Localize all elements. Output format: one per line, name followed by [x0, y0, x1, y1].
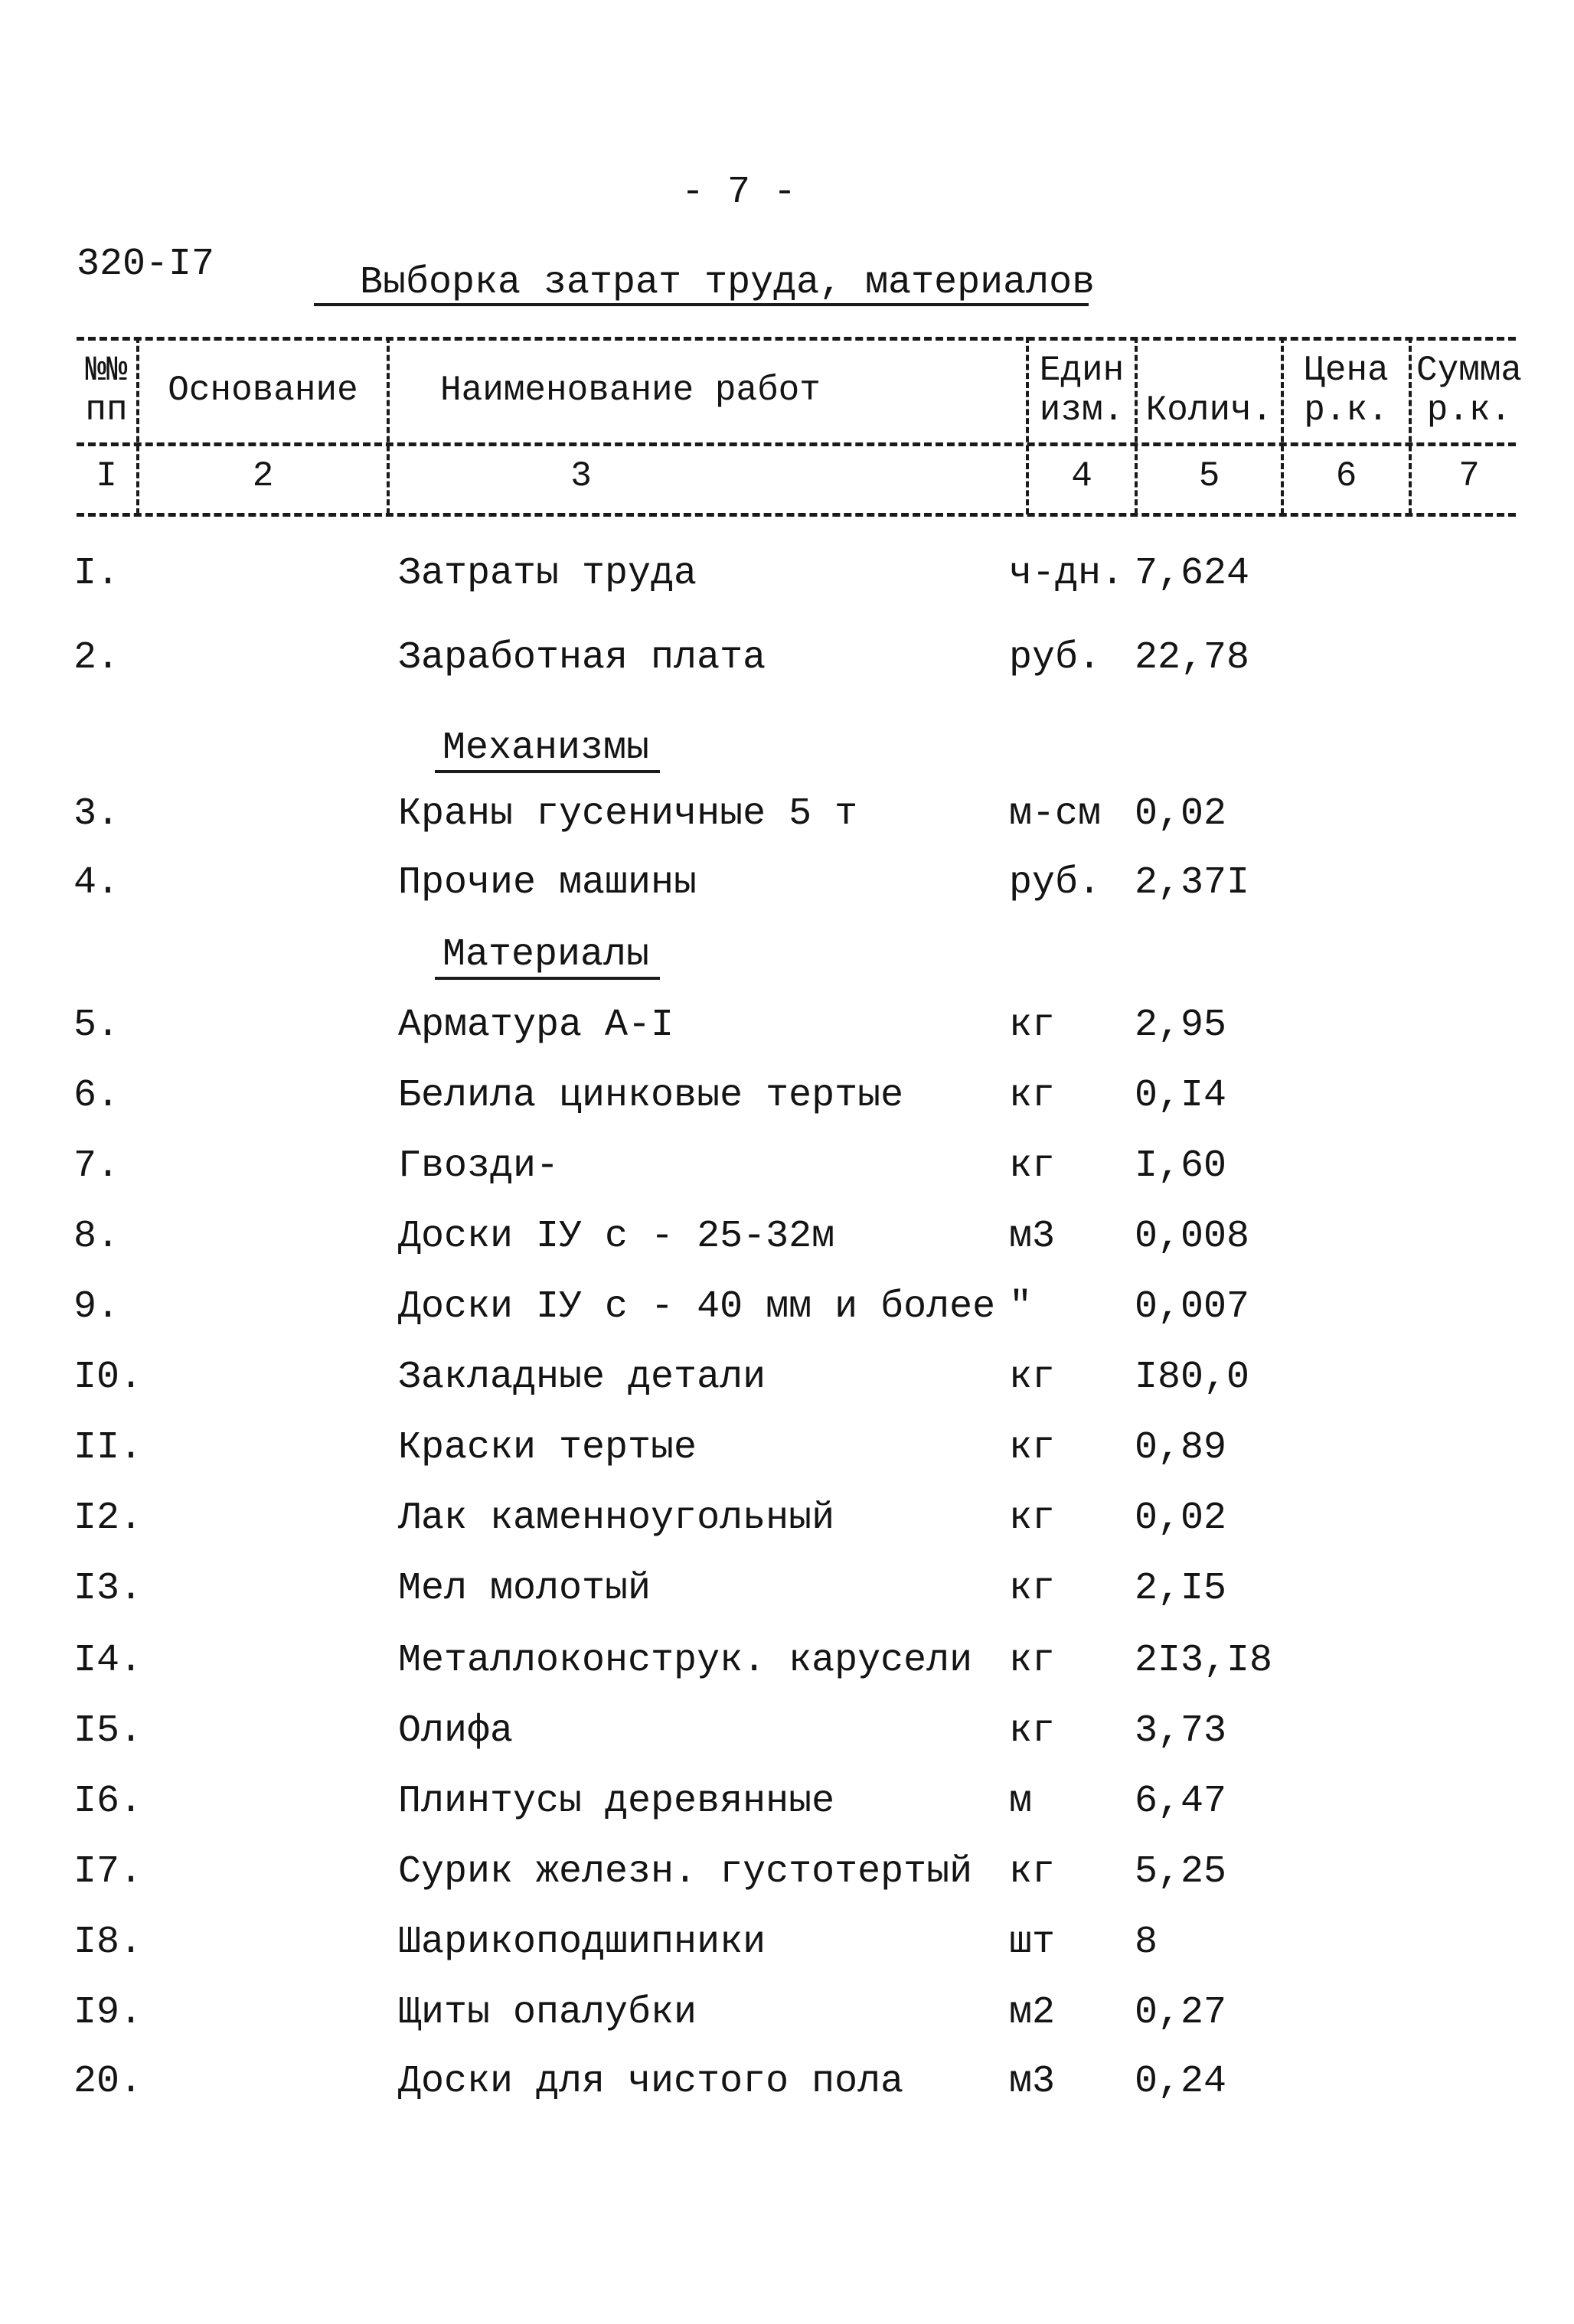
document-code: 320-I7	[77, 243, 215, 286]
row-quantity: 7,624	[1135, 552, 1250, 596]
row-number: 7.	[73, 1144, 120, 1188]
row-work-name: Заработная плата	[398, 636, 766, 680]
row-quantity: 0,I4	[1135, 1074, 1227, 1118]
row-work-name: Краны гусеничные 5 т	[398, 792, 858, 836]
row-work-name: Доски для чистого пола	[398, 2060, 904, 2104]
row-quantity: 0,24	[1135, 2060, 1227, 2104]
column-number: I	[96, 456, 117, 496]
section-mechanisms: Механизмы	[442, 726, 650, 770]
row-unit: кг	[1009, 1074, 1056, 1118]
row-number: 3.	[73, 792, 120, 836]
row-number: 9.	[73, 1285, 120, 1329]
row-number: 8.	[73, 1215, 120, 1258]
row-unit: м2	[1009, 1991, 1056, 2035]
row-work-name: Доски IУ с - 25-32м	[398, 1215, 835, 1258]
row-quantity: 0,008	[1135, 1215, 1250, 1258]
row-number: I4.	[73, 1639, 143, 1683]
row-work-name: Краски тертые	[398, 1426, 697, 1470]
row-work-name: Шарикоподшипники	[398, 1921, 766, 1964]
header-price-line1: Цена	[1304, 351, 1389, 390]
row-unit: ч-дн.	[1009, 552, 1125, 596]
row-number: 6.	[73, 1074, 120, 1118]
row-quantity: 0,02	[1135, 792, 1227, 836]
row-unit: кг	[1009, 1497, 1056, 1540]
row-quantity: 8	[1135, 1921, 1158, 1964]
header-price-line2: р.к.	[1304, 390, 1389, 430]
row-number: I0.	[73, 1356, 143, 1399]
column-number: 3	[570, 456, 592, 496]
row-work-name: Прочие машины	[398, 861, 697, 905]
row-unit: кг	[1009, 1004, 1056, 1047]
header-unit-line2: изм.	[1039, 390, 1125, 430]
header-num-line1: №№	[85, 351, 128, 390]
row-work-name: Закладные детали	[398, 1356, 766, 1399]
page-number: - 7 -	[681, 171, 797, 214]
row-number: 4.	[73, 861, 120, 905]
row-unit: кг	[1009, 1356, 1056, 1399]
header-middle-rule	[77, 442, 1516, 446]
row-unit: м3	[1009, 1215, 1056, 1258]
row-quantity: 6,47	[1135, 1780, 1227, 1823]
row-number: I8.	[73, 1921, 143, 1964]
row-work-name: Мел молотый	[398, 1567, 651, 1611]
row-quantity: 5,25	[1135, 1850, 1227, 1894]
row-number: 2.	[73, 636, 120, 680]
page-title: Выборка затрат труда, материалов	[360, 261, 1096, 305]
header-bottom-rule	[77, 513, 1516, 517]
row-unit: кг	[1009, 1426, 1056, 1470]
row-quantity: 2,37I	[1135, 861, 1250, 905]
row-quantity: 2,95	[1135, 1004, 1227, 1047]
row-work-name: Гвозди-	[398, 1144, 560, 1188]
row-unit: кг	[1009, 1709, 1056, 1753]
row-unit: м3	[1009, 2060, 1056, 2104]
column-number: 2	[252, 456, 274, 496]
row-quantity: 3,73	[1135, 1709, 1227, 1753]
row-unit: кг	[1009, 1639, 1056, 1683]
section-underline	[435, 977, 660, 980]
row-quantity: 0,007	[1135, 1285, 1250, 1329]
row-work-name: Плинтусы деревянные	[398, 1780, 835, 1823]
row-work-name: Арматура А-I	[398, 1004, 674, 1047]
row-number: I5.	[73, 1709, 143, 1753]
row-unit: руб.	[1009, 636, 1102, 680]
header-work-name: Наименование работ	[440, 370, 821, 410]
title-underline	[314, 303, 1089, 306]
row-work-name: Щиты опалубки	[398, 1991, 697, 2035]
row-quantity: 2,I5	[1135, 1567, 1227, 1611]
row-quantity: 0,89	[1135, 1426, 1227, 1470]
column-number: 4	[1071, 456, 1092, 496]
row-unit: м-см	[1009, 792, 1102, 836]
row-number: I9.	[73, 1991, 143, 2035]
row-unit: "	[1009, 1285, 1033, 1329]
row-number: 20.	[73, 2060, 143, 2104]
column-number: 7	[1458, 456, 1480, 496]
row-work-name: Сурик железн. густотертый	[398, 1850, 973, 1894]
row-unit: кг	[1009, 1850, 1056, 1894]
header-unit-line1: Един	[1039, 351, 1125, 390]
row-quantity: 0,02	[1135, 1497, 1227, 1540]
header-sum-line1: Сумма	[1416, 351, 1523, 390]
column-number: 6	[1335, 456, 1357, 496]
row-quantity: 0,27	[1135, 1991, 1227, 2035]
column-number: 5	[1198, 456, 1220, 496]
row-number: II.	[73, 1426, 143, 1470]
row-number: I6.	[73, 1780, 143, 1823]
row-work-name: Олифа	[398, 1709, 514, 1753]
row-number: 5.	[73, 1004, 120, 1047]
header-top-rule	[77, 337, 1516, 341]
row-unit: шт	[1009, 1921, 1056, 1964]
row-work-name: Металлоконструк. карусели	[398, 1639, 973, 1683]
row-number: I2.	[73, 1497, 143, 1540]
row-work-name: Доски IУ с - 40 мм и более	[398, 1285, 996, 1329]
row-unit: руб.	[1009, 861, 1102, 905]
row-number: I7.	[73, 1850, 143, 1894]
row-unit: м	[1009, 1780, 1033, 1823]
row-unit: кг	[1009, 1144, 1056, 1188]
header-sum-line2: р.к.	[1426, 390, 1512, 430]
section-underline	[435, 770, 660, 773]
section-materials: Материалы	[442, 933, 650, 977]
row-number: I.	[73, 552, 120, 596]
row-work-name: Белила цинковые тертые	[398, 1074, 904, 1118]
row-work-name: Лак каменноугольный	[398, 1497, 835, 1540]
header-num-line2: пп	[85, 390, 128, 430]
row-work-name: Затраты труда	[398, 552, 697, 596]
row-quantity: I,60	[1135, 1144, 1227, 1188]
header-basis: Основание	[168, 370, 358, 410]
header-quantity: Колич.	[1145, 390, 1273, 430]
row-unit: кг	[1009, 1567, 1056, 1611]
row-quantity: 22,78	[1135, 636, 1250, 680]
row-quantity: 2I3,I8	[1135, 1639, 1273, 1683]
row-quantity: I80,0	[1135, 1356, 1250, 1399]
row-number: I3.	[73, 1567, 143, 1611]
